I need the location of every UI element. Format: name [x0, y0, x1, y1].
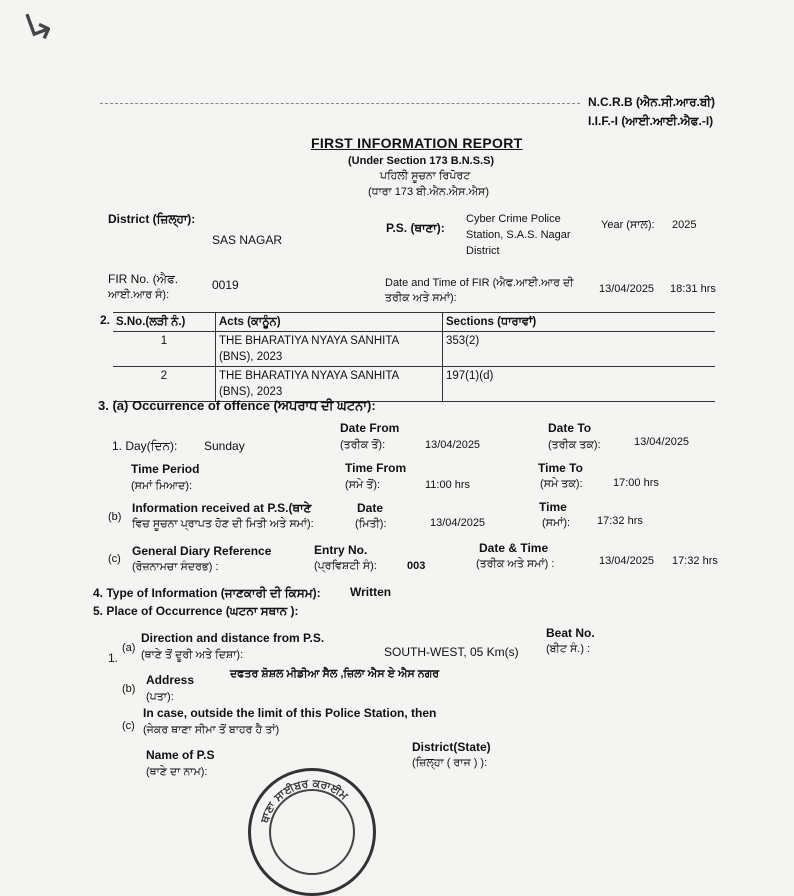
year-value: 2025 — [672, 219, 697, 231]
beat-label: Beat No. — [546, 626, 595, 640]
ps-name-label: Name of P.S — [146, 748, 215, 762]
outside-label: In case, outside the limit of this Police Station, then — [143, 706, 437, 720]
time-period-label: Time Period — [131, 462, 200, 476]
fir-datetime-label-punjabi: ਤਰੀਕ ਅਤੇ ਸਮਾਂ): — [385, 292, 457, 304]
fir-time-value: 18:31 hrs — [670, 283, 716, 295]
col-header-sno: S.No.(ਲੜੀ ਨੰ.) — [113, 313, 216, 332]
fir-no-value: 0019 — [212, 278, 239, 292]
row-act-line2: (BNS), 2023 — [219, 386, 283, 398]
date-to-punjabi: (ਤਰੀਕ ਤਕ): — [548, 439, 601, 451]
info-received-label: Information received at P.S.(ਥਾਣੇ — [132, 501, 312, 515]
table-row — [113, 332, 715, 367]
info-received-label-punjabi: ਵਿਚ ਸੂਚਨਾ ਪ੍ਰਾਪਤ ਹੋਣ ਦੀ ਮਿਤੀ ਅਤੇ ਸਮਾਂ): — [132, 518, 314, 530]
gd-entry-value: 003 — [407, 560, 426, 572]
gd-label: General Diary Reference — [132, 544, 272, 558]
row-section: 353(2) — [446, 335, 480, 347]
time-to-label: Time To — [538, 461, 583, 475]
address-label: Address — [146, 673, 195, 687]
time-to-value: 17:00 hrs — [613, 477, 659, 489]
info-type-label: 4. Type of Information (ਜਾਣਕਾਰੀ ਦੀ ਕਿਸਮ): — [93, 586, 321, 600]
ps-value-line3: District — [466, 245, 500, 257]
gd-datetime-label: Date & Time — [479, 541, 549, 555]
iif-label: I.I.F.-I (ਆਈ.ਆਈ.ਐਫ.-I) — [588, 114, 714, 128]
year-label: Year (ਸਾਲ): — [601, 219, 655, 231]
col-header-sections: Sections (ਧਾਰਾਵਾਂ) — [446, 316, 537, 328]
ps-value-line1: Cyber Crime Police — [466, 213, 561, 225]
day-value: Sunday — [204, 439, 245, 453]
gd-entry-label: Entry No. — [314, 543, 368, 557]
place-item-number: 1. — [108, 651, 119, 665]
info-time-value: 17:32 hrs — [597, 515, 643, 527]
ps-label: P.S. (ਥਾਣਾ): — [386, 221, 445, 235]
direction-marker: (a) — [122, 642, 136, 654]
info-received-marker: (b) — [108, 511, 122, 523]
row-act-line1: THE BHARATIYA NYAYA SANHITA — [219, 370, 400, 382]
table-row — [113, 367, 715, 402]
info-date-label: Date — [357, 501, 384, 515]
place-heading: 5. Place of Occurrence (ਘਟਨਾ ਸਥਾਨ ): — [93, 604, 299, 618]
info-date-value: 13/04/2025 — [430, 517, 486, 529]
direction-punjabi: (ਥਾਣੇ ਤੋਂ ਦੂਰੀ ਅਤੇ ਦਿਸ਼ਾ): — [141, 649, 244, 661]
time-period-punjabi: (ਸਮਾਂ ਮਿਆਦ): — [131, 480, 193, 492]
row-sno: 2 — [113, 367, 216, 402]
page-subtitle: (Under Section 173 B.N.S.S) — [348, 155, 495, 167]
info-date-punjabi: (ਮਿਤੀ): — [355, 518, 387, 530]
seal-emblem-icon — [269, 789, 355, 875]
time-from-value: 11:00 hrs — [425, 479, 471, 491]
date-from-punjabi: (ਤਰੀਕ ਤੋਂ): — [340, 439, 386, 451]
direction-label: Direction and distance from P.S. — [141, 631, 325, 645]
date-from-value: 13/04/2025 — [425, 439, 481, 451]
seal-text: ਥਾਣਾ ਸਾਈਬਰ ਕਰਾਈਮ — [257, 776, 351, 825]
pen-mark-icon: ↳ — [15, 0, 63, 55]
gd-entry-punjabi: (ਪ੍ਰਵਿਸ਼ਟੀ ਸੰ): — [314, 560, 377, 572]
outside-punjabi: (ਜੇਕਰ ਥਾਣਾ ਸੀਮਾ ਤੋਂ ਬਾਹਰ ਹੈ ਤਾਂ) — [143, 724, 280, 736]
gd-time-value: 17:32 hrs — [672, 555, 718, 567]
info-time-label: Time — [539, 500, 567, 514]
occurrence-heading: 3. (a) Occurrence of offence (ਅਪਰਾਧ ਦੀ ਘਟਨਾ): — [98, 398, 376, 413]
col-header-acts: Acts (ਕਾਨੂੰਨ) — [216, 313, 443, 332]
time-from-punjabi: (ਸਮੇ ਤੋਂ): — [345, 479, 381, 491]
time-from-label: Time From — [345, 461, 407, 475]
direction-value: SOUTH-WEST, 05 Km(s) — [384, 645, 519, 659]
info-time-punjabi: (ਸਮਾਂ): — [542, 517, 571, 529]
acts-table-header — [113, 313, 715, 332]
ps-name-punjabi: (ਥਾਣੇ ਦਾ ਨਾਮ): — [146, 766, 208, 778]
time-to-punjabi: (ਸਮੇ ਤਕ): — [540, 478, 583, 490]
acts-section-number: 2. — [100, 313, 111, 327]
row-act — [216, 367, 443, 402]
gd-label-punjabi: (ਰੋਜ਼ਨਾਮਚਾ ਸੰਦਰਭ) : — [132, 561, 219, 573]
date-from-label: Date From — [340, 421, 400, 435]
date-to-label: Date To — [548, 421, 592, 435]
address-punjabi: (ਪਤਾ): — [146, 691, 174, 703]
outside-marker: (c) — [122, 720, 135, 732]
row-act — [216, 332, 443, 367]
row-act-line1: THE BHARATIYA NYAYA SANHITA — [219, 335, 400, 347]
row-section: 197(1)(d) — [446, 370, 494, 382]
address-value: ਦਫਤਰ ਸ਼ੋਸ਼ਲ ਮੀਡੀਆ ਸੈਲ ,ਜ਼ਿਲਾ ਐਸ ਏ ਐਸ ਨਗਰ — [230, 668, 440, 680]
district-value: SAS NAGAR — [212, 233, 283, 247]
info-type-value: Written — [350, 585, 392, 599]
beat-punjabi: (ਬੀਟ ਸੰ.) : — [546, 643, 591, 655]
district-state-punjabi: (ਜ਼ਿਲ੍ਹਾ ( ਰਾਜ ) ): — [412, 757, 488, 769]
fir-no-label-punjabi: ਆਈ.ਆਰ ਸੰ): — [108, 289, 170, 301]
fir-date-value: 13/04/2025 — [599, 283, 655, 295]
date-to-value: 13/04/2025 — [634, 436, 690, 448]
police-seal-stamp — [248, 768, 376, 896]
district-label: District (ਜ਼ਿਲ੍ਹਾ): — [108, 212, 196, 226]
page-subtitle-punjabi: (ਧਾਰਾ 173 ਬੀ.ਐਨ.ਐਸ.ਐਸ) — [368, 186, 489, 198]
address-marker: (b) — [122, 683, 136, 695]
gd-datetime-punjabi: (ਤਰੀਕ ਅਤੇ ਸਮਾਂ) : — [476, 558, 555, 570]
gd-date-value: 13/04/2025 — [599, 555, 655, 567]
district-state-label: District(State) — [412, 740, 491, 754]
acts-table — [113, 312, 715, 402]
page-title-punjabi: ਪਹਿਲੀ ਸੂਚਨਾ ਰਿਪੋਰਟ — [380, 170, 471, 182]
row-act-line2: (BNS), 2023 — [219, 351, 283, 363]
fir-datetime-label: Date and Time of FIR (ਐਫ.ਆਈ.ਆਰ ਦੀ — [385, 277, 574, 289]
ncrb-label: N.C.R.B (ਐਨ.ਸੀ.ਆਰ.ਬੀ) — [588, 95, 715, 109]
day-label: 1. Day(ਦਿਨ): — [112, 439, 178, 453]
row-sno: 1 — [113, 332, 216, 367]
page-title: FIRST INFORMATION REPORT — [311, 135, 523, 151]
fir-no-label: FIR No. (ਐਫ. — [108, 272, 179, 286]
top-rule — [100, 103, 580, 104]
gd-marker: (c) — [108, 553, 121, 565]
ps-value-line2: Station, S.A.S. Nagar — [466, 229, 571, 241]
